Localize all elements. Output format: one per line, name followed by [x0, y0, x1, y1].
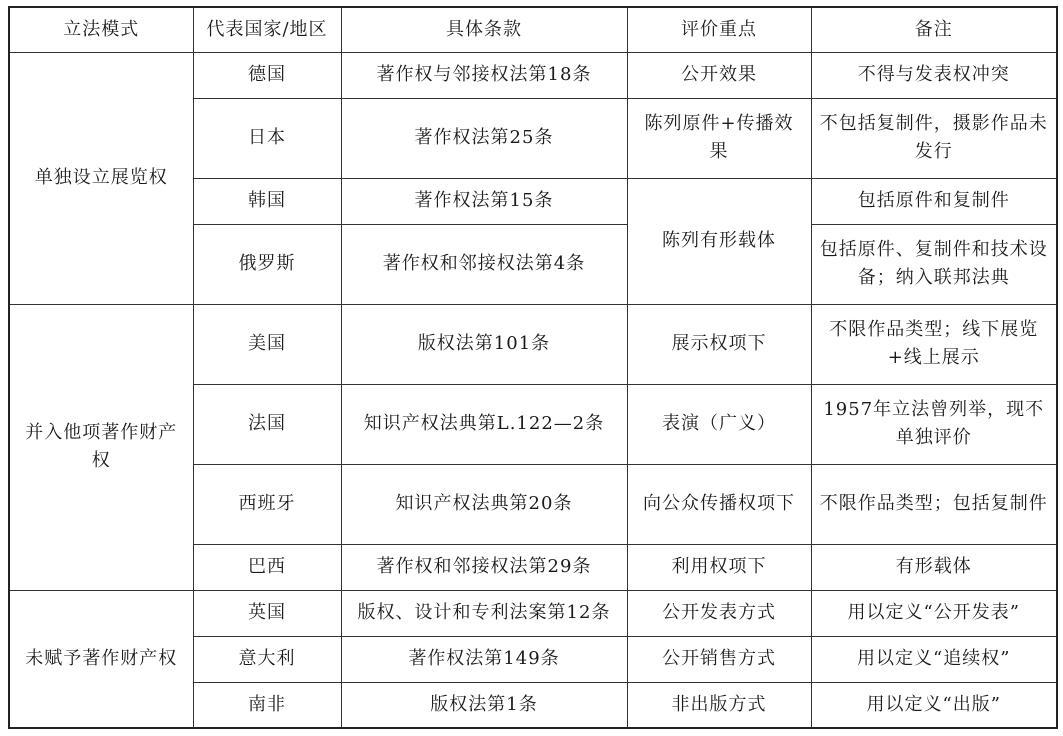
clause-cell: 著作权和邻接权法第4条 [341, 224, 627, 304]
focus-cell: 利用权项下 [627, 544, 811, 590]
country-cell: 美国 [193, 304, 341, 384]
mode-cell: 未赋予著作财产权 [9, 590, 193, 728]
header-clause: 具体条款 [341, 7, 627, 52]
country-cell: 德国 [193, 52, 341, 98]
mode-cell: 单独设立展览权 [9, 52, 193, 304]
country-cell: 英国 [193, 590, 341, 636]
country-cell: 巴西 [193, 544, 341, 590]
focus-cell: 展示权项下 [627, 304, 811, 384]
header-row [9, 7, 1057, 52]
note-cell: 包括原件、复制件和技术设备；纳入联邦法典 [811, 224, 1057, 304]
header-focus: 评价重点 [627, 7, 811, 52]
table-row [9, 304, 1057, 384]
clause-cell: 版权、设计和专利法案第12条 [341, 590, 627, 636]
note-cell: 有形载体 [811, 544, 1057, 590]
clause-cell: 著作权法第149条 [341, 636, 627, 682]
focus-cell: 陈列原件+传播效果 [627, 98, 811, 178]
note-cell: 1957年立法曾列举，现不单独评价 [811, 384, 1057, 464]
note-cell: 用以定义“出版” [811, 682, 1057, 728]
focus-cell: 非出版方式 [627, 682, 811, 728]
clause-cell: 著作权法第25条 [341, 98, 627, 178]
note-cell: 用以定义“公开发表” [811, 590, 1057, 636]
clause-cell: 版权法第101条 [341, 304, 627, 384]
country-cell: 意大利 [193, 636, 341, 682]
note-cell: 不限作品类型；包括复制件 [811, 464, 1057, 544]
clause-cell: 知识产权法典第L.122—2条 [341, 384, 627, 464]
clause-cell: 著作权和邻接权法第29条 [341, 544, 627, 590]
mode-cell: 并入他项著作财产权 [9, 304, 193, 590]
note-cell: 不限作品类型；线下展览+线上展示 [811, 304, 1057, 384]
note-cell: 用以定义“追续权” [811, 636, 1057, 682]
focus-cell: 陈列有形载体 [627, 178, 811, 304]
clause-cell: 知识产权法典第20条 [341, 464, 627, 544]
header-note: 备注 [811, 7, 1057, 52]
focus-cell: 公开效果 [627, 52, 811, 98]
note-cell: 包括原件和复制件 [811, 178, 1057, 224]
clause-cell: 版权法第1条 [341, 682, 627, 728]
header-mode: 立法模式 [9, 7, 193, 52]
country-cell: 韩国 [193, 178, 341, 224]
header-country: 代表国家/地区 [193, 7, 341, 52]
focus-cell: 公开销售方式 [627, 636, 811, 682]
focus-cell: 向公众传播权项下 [627, 464, 811, 544]
table-row [9, 590, 1057, 636]
clause-cell: 著作权与邻接权法第18条 [341, 52, 627, 98]
table-row [9, 52, 1057, 98]
focus-cell: 公开发表方式 [627, 590, 811, 636]
country-cell: 日本 [193, 98, 341, 178]
country-cell: 西班牙 [193, 464, 341, 544]
clause-cell: 著作权法第15条 [341, 178, 627, 224]
country-cell: 俄罗斯 [193, 224, 341, 304]
country-cell: 南非 [193, 682, 341, 728]
focus-cell: 表演（广义） [627, 384, 811, 464]
country-cell: 法国 [193, 384, 341, 464]
note-cell: 不得与发表权冲突 [811, 52, 1057, 98]
note-cell: 不包括复制件，摄影作品未发行 [811, 98, 1057, 178]
legislation-comparison-table [8, 6, 1058, 729]
